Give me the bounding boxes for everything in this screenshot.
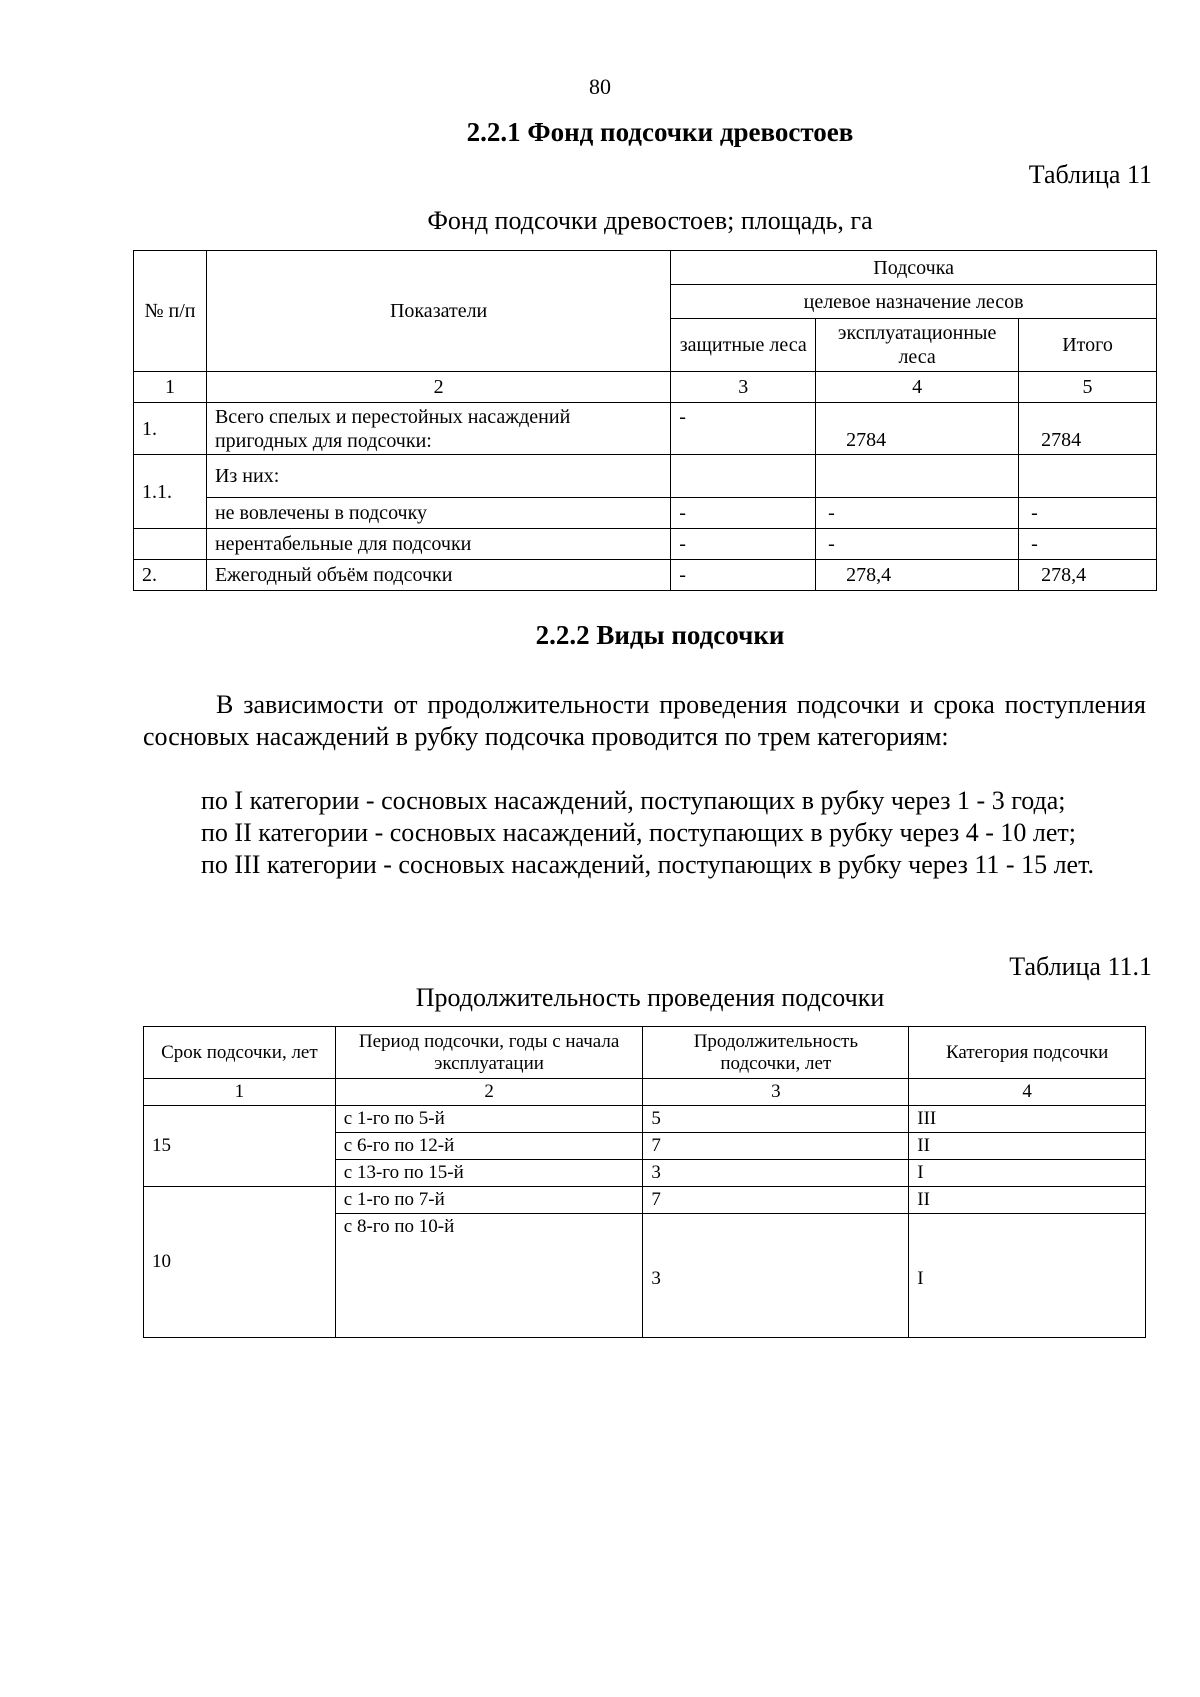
col-number: 3 <box>643 1079 909 1106</box>
row-category: III <box>909 1106 1146 1133</box>
row-name: Из них: <box>206 455 670 498</box>
col-number: 3 <box>671 372 816 403</box>
header-protective: защитные леса <box>671 319 816 372</box>
row-period: с 8-го по 10-й <box>335 1214 643 1338</box>
row-category: I <box>909 1160 1146 1187</box>
table-row <box>134 455 1157 498</box>
row-period: с 1-го по 5-й <box>335 1106 643 1133</box>
row-num: 2. <box>134 560 207 591</box>
table-row <box>134 403 1157 455</box>
row-category: I <box>909 1214 1146 1338</box>
row-total: 278,4 <box>1019 560 1157 591</box>
row-exploitation <box>816 455 1019 498</box>
section-heading-types: 2.2.2 Виды подсочки <box>535 620 785 650</box>
header-category: Категория подсочки <box>909 1027 1146 1079</box>
col-number: 4 <box>909 1079 1146 1106</box>
row-term: 15 <box>144 1106 336 1187</box>
row-duration: 3 <box>643 1214 909 1338</box>
table-11-1-label: Таблица 11.1 <box>1009 952 1152 981</box>
row-protective <box>671 455 816 498</box>
header-indicators: Показатели <box>206 251 670 372</box>
category-item: по II категории - сосновых насаждений, поступающих в рубку через 4 - 10 лет; <box>201 818 1076 847</box>
row-protective: - <box>671 498 816 529</box>
intro-paragraph-text: В зависимости от продолжительности проведения подсочки и срока поступления сосновых насаждений в рубку подсочка проводится по трем категориям: <box>143 690 1146 751</box>
row-num: 1.1. <box>134 455 207 529</box>
table-11-caption: Фонд подсочки древостоев; площадь, га <box>427 206 873 235</box>
row-total: 2784 <box>1019 403 1157 455</box>
row-period: с 6-го по 12-й <box>335 1133 643 1160</box>
category-item: по III категории - сосновых насаждений, поступающих в рубку через 11 - 15 лет. <box>201 850 1094 879</box>
header-num: № п/п <box>134 251 207 372</box>
table-row <box>134 560 1157 591</box>
col-number: 1 <box>144 1079 336 1106</box>
row-duration: 7 <box>643 1187 909 1214</box>
row-exploitation: 2784 <box>816 403 1019 455</box>
row-exploitation: 278,4 <box>816 560 1019 591</box>
row-total: - <box>1019 498 1157 529</box>
header-total: Итого <box>1019 319 1157 372</box>
row-protective: - <box>671 560 816 591</box>
table-row <box>134 529 1157 560</box>
col-number: 2 <box>206 372 670 403</box>
row-name: не вовлечены в подсочку <box>206 498 670 529</box>
row-name: Ежегодный объём подсочки <box>206 560 670 591</box>
intro-paragraph <box>143 689 1146 753</box>
row-num: 1. <box>134 403 207 455</box>
row-term: 10 <box>144 1187 336 1338</box>
header-exploitation: эксплуатационные леса <box>816 319 1019 372</box>
tapping-duration-table <box>143 1026 1146 1338</box>
header-tapping: Подсочка <box>671 251 1157 285</box>
section-heading-fund: 2.2.1 Фонд подсочки древостоев <box>466 117 854 147</box>
row-name: Всего спелых и перестойных насаждений пригодных для подсочки: <box>206 403 670 455</box>
col-number: 4 <box>816 372 1019 403</box>
row-total: - <box>1019 529 1157 560</box>
table-row <box>134 498 1157 529</box>
header-term: Срок подсочки, лет <box>144 1027 336 1079</box>
row-duration: 3 <box>643 1160 909 1187</box>
row-total <box>1019 455 1157 498</box>
row-category: II <box>909 1133 1146 1160</box>
table-row <box>144 1187 1146 1214</box>
row-duration: 5 <box>643 1106 909 1133</box>
row-duration: 7 <box>643 1133 909 1160</box>
col-number: 2 <box>335 1079 643 1106</box>
row-name: нерентабельные для подсочки <box>206 529 670 560</box>
row-exploitation: - <box>816 529 1019 560</box>
row-exploitation: - <box>816 498 1019 529</box>
row-period: с 1-го по 7-й <box>335 1187 643 1214</box>
header-purpose: целевое назначение лесов <box>671 285 1157 319</box>
row-category: II <box>909 1187 1146 1214</box>
row-period: с 13-го по 15-й <box>335 1160 643 1187</box>
category-list <box>143 785 1146 881</box>
col-number: 1 <box>134 372 207 403</box>
row-protective: - <box>671 529 816 560</box>
row-protective: - <box>671 403 816 455</box>
table-row <box>144 1106 1146 1133</box>
header-duration: Продолжительность подсочки, лет <box>643 1027 909 1079</box>
table-11-1-caption: Продолжительность проведения подсочки <box>415 983 885 1012</box>
header-period: Период подсочки, годы с начала эксплуатации <box>335 1027 643 1079</box>
page-number: 80 <box>589 74 611 99</box>
tapping-fund-table <box>133 250 1157 591</box>
col-number: 5 <box>1019 372 1157 403</box>
row-num <box>134 529 207 560</box>
table-11-label: Таблица 11 <box>1028 160 1152 189</box>
category-item: по I категории - сосновых насаждений, поступающих в рубку через 1 - 3 года; <box>201 786 1066 815</box>
